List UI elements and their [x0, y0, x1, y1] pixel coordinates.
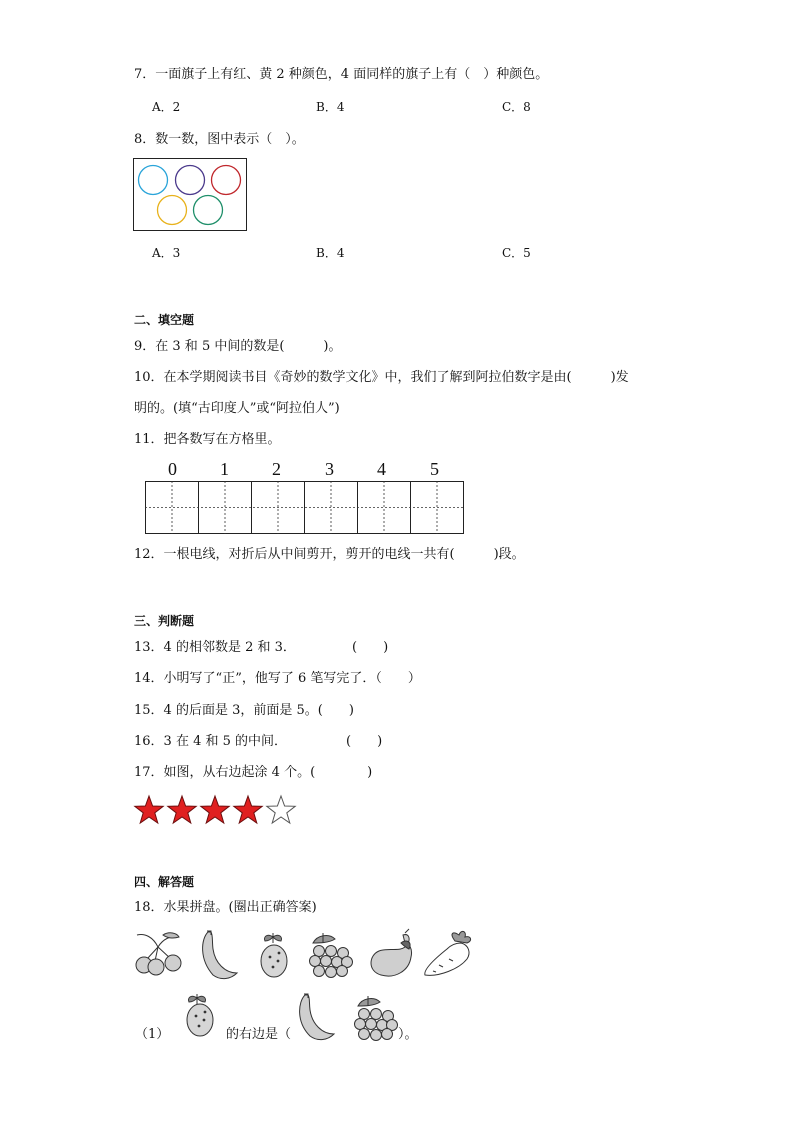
- q17-stem: 17．如图，从右边起涂 4 个。( ): [134, 765, 373, 780]
- fruit-row: [133, 929, 473, 981]
- q8-stem: 8．数一数，图中表示（ ）。: [134, 132, 305, 147]
- q18-sub1-close: ）。: [398, 1027, 418, 1042]
- grapes-choice-icon[interactable]: [352, 994, 398, 1042]
- star-filled-icon: [168, 796, 196, 823]
- digit-2: 2: [272, 459, 281, 479]
- ring-yellow: [158, 196, 187, 225]
- q13-answer-paren[interactable]: ( ): [352, 640, 389, 655]
- writing-grid[interactable]: [145, 481, 465, 535]
- star-empty-icon: [267, 796, 295, 823]
- orange-icon: [183, 992, 217, 1038]
- ring-blue: [139, 166, 168, 195]
- q13-stem: 13．4 的相邻数是 2 和 3．: [134, 640, 296, 655]
- rings-figure: [133, 158, 247, 231]
- q7-option-a[interactable]: A．2: [152, 100, 181, 114]
- q10-line2: 明的。(填“古印度人”或“阿拉伯人”): [134, 401, 340, 416]
- q15-stem: 15．4 的后面是 3，前面是 5。( ): [134, 703, 354, 718]
- q8-option-b[interactable]: B．4: [316, 246, 345, 260]
- grapes-icon: [310, 933, 353, 978]
- digit-4: 4: [377, 459, 386, 479]
- q7-stem: 7．一面旗子上有红、黄 2 种颜色，4 面同样的旗子上有（ ）种颜色。: [134, 67, 549, 82]
- star-filled-icon: [135, 796, 163, 823]
- digit-3: 3: [325, 459, 334, 479]
- ring-purple: [176, 166, 205, 195]
- star-filled-icon: [234, 796, 262, 823]
- section-3-title: 三、判断题: [134, 614, 195, 628]
- q18-sub1-text: 的右边是（: [226, 1027, 292, 1042]
- stars-figure: [133, 794, 303, 826]
- q11-stem: 11．把各数写在方格里。: [134, 432, 281, 447]
- section-4-title: 四、解答题: [134, 875, 195, 889]
- q7-option-b[interactable]: B．4: [316, 100, 345, 114]
- eggplant-icon: [371, 929, 412, 976]
- ring-red: [212, 166, 241, 195]
- q14-stem: 14．小明写了“正”，他写了 6 笔写完了．（ ）: [134, 671, 421, 686]
- q7-option-c[interactable]: C．8: [502, 100, 531, 114]
- banana-icon: [203, 931, 237, 979]
- q16-answer-paren[interactable]: ( ): [346, 734, 383, 749]
- q9-stem: 9．在 3 和 5 中间的数是( )。: [134, 339, 342, 354]
- orange-icon: [261, 933, 287, 977]
- q8-option-c[interactable]: C．5: [502, 246, 531, 260]
- q18-sub1-label: （1）: [135, 1027, 170, 1042]
- digit-1: 1: [220, 459, 229, 479]
- radish-icon: [425, 931, 471, 975]
- ring-green: [194, 196, 223, 225]
- star-filled-icon: [201, 796, 229, 823]
- banana-choice-icon[interactable]: [296, 992, 336, 1040]
- q10-line1: 10．在本学期阅读书目《奇妙的数学文化》中，我们了解到阿拉伯数字是由( )发: [134, 370, 629, 385]
- digit-0: 0: [168, 459, 177, 479]
- q16-stem: 16．3 在 4 和 5 的中间．: [134, 734, 288, 749]
- cherry-icon: [136, 933, 181, 975]
- q8-option-a[interactable]: A．3: [152, 246, 181, 260]
- digit-5: 5: [430, 459, 439, 479]
- q18-stem: 18．水果拼盘。(圈出正确答案): [134, 900, 317, 915]
- section-2-title: 二、填空题: [134, 313, 195, 327]
- q12-stem: 12．一根电线，对折后从中间剪开，剪开的电线一共有( )段。: [134, 547, 525, 562]
